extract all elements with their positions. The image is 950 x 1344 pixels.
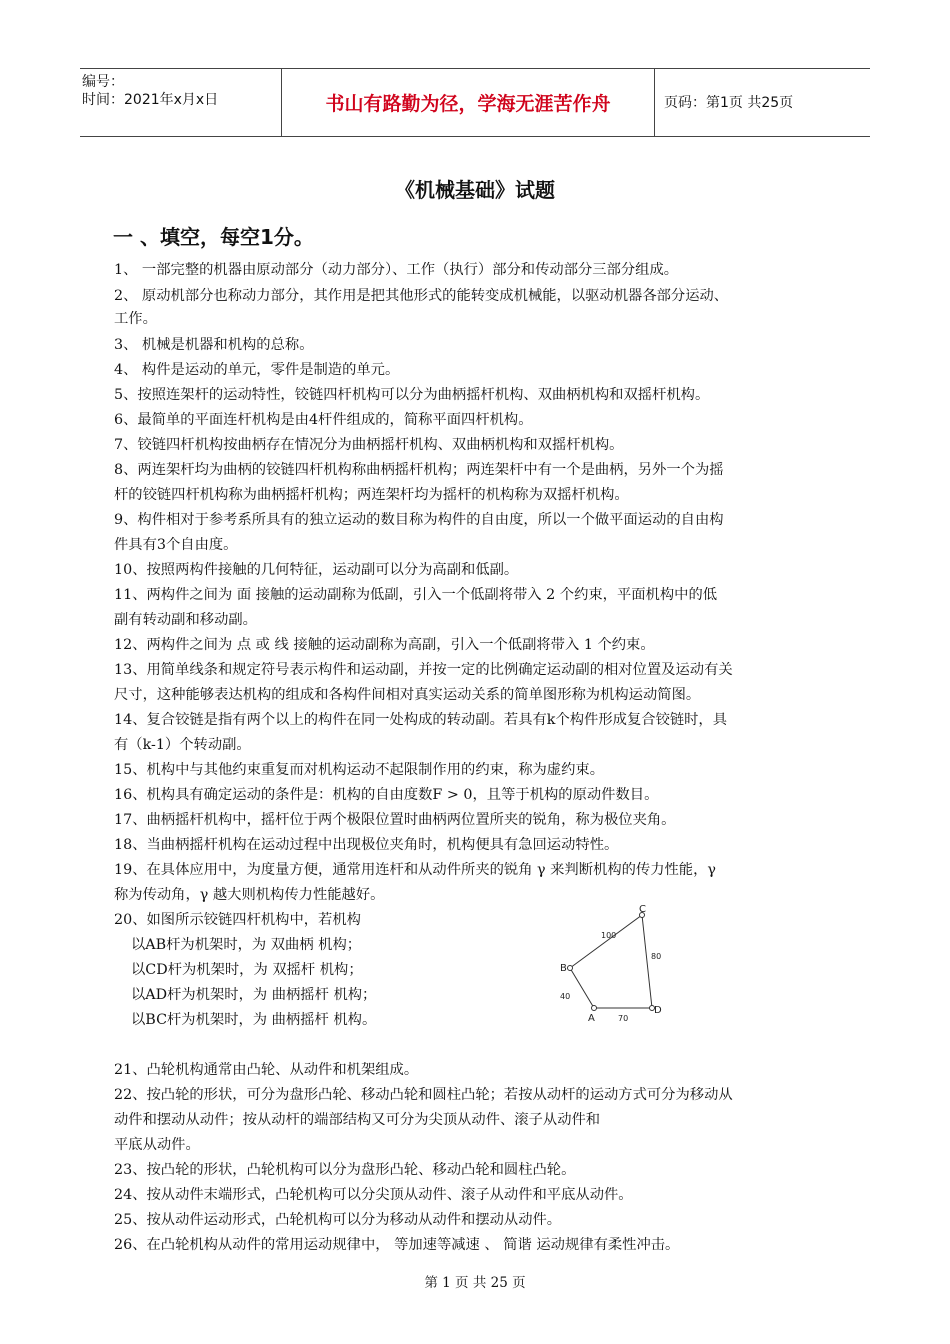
label-a: A bbox=[588, 1013, 595, 1024]
question-22-line1: 22、按凸轮的形状，可分为盘形凸轮、移动凸轮和圆柱凸轮；若按从动杆的运动方式可分为移动从 bbox=[114, 1087, 733, 1103]
link-cd bbox=[642, 915, 652, 1008]
question-20-option-ad: 以AD杆为机架时，为 曲柄摇杆 机构； bbox=[131, 987, 377, 1003]
question-9-line2: 件具有3个自由度。 bbox=[114, 537, 238, 553]
question-2-line2: 工作。 bbox=[114, 311, 157, 327]
question-22-line2: 动件和摆动从动件；按从动杆的端部结构又可分为尖顶从动件、滚子从动件和 bbox=[114, 1112, 601, 1128]
length-cd: 80 bbox=[651, 952, 662, 961]
question-12: 12、两构件之间为 点 或 线 接触的运动副称为高副，引入一个低副将带入 1 个约束。 bbox=[114, 637, 655, 653]
question-19-line1: 19、在具体应用中，为度量方便，通常用连杆和从动件所夹的锐角 γ 来判断机构的传力性能，γ bbox=[114, 862, 716, 878]
page-footer: 第 1 页 共 25 页 bbox=[424, 1275, 526, 1291]
question-7: 7、铰链四杆机构按曲柄存在情况分为曲柄摇杆机构、双曲柄机构和双摇杆机构。 bbox=[114, 437, 624, 453]
section-heading: 一 、填空，每空1分。 bbox=[113, 225, 314, 249]
question-20: 20、如图所示铰链四杆机构中，若机构 bbox=[114, 912, 361, 928]
question-20-option-ab: 以AB杆为机架时，为 双曲柄 机构； bbox=[131, 937, 362, 953]
question-24: 24、按从动件末端形式，凸轮机构可以分尖顶从动件、滚子从动件和平底从动件。 bbox=[114, 1187, 633, 1203]
question-13-line1: 13、用简单线条和规定符号表示构件和运动副，并按一定的比例确定运动副的相对位置及运动有关 bbox=[114, 662, 733, 678]
header-page-info: 页码：第1页 共25页 bbox=[664, 95, 794, 111]
question-8-line1: 8、两连架杆均为曲柄的铰链四杆机构称曲柄摇杆机构；两连架杆中有一个是曲柄，另外一个为摇 bbox=[114, 462, 724, 478]
question-17: 17、曲柄摇杆机构中，摇杆位于两个极限位置时曲柄两位置所夹的锐角，称为极位夹角。 bbox=[114, 812, 676, 828]
label-c: C bbox=[639, 905, 646, 915]
question-13-line2: 尺寸，这种能够表达机构的组成和各构件间相对真实运动关系的简单图形称为机构运动简图。 bbox=[114, 687, 701, 703]
joint-b bbox=[568, 966, 573, 971]
question-16: 16、机构具有确定运动的条件是：机构的自由度数F > 0，且等于机构的原动件数目。 bbox=[114, 787, 659, 803]
question-22-line3: 平底从动件。 bbox=[114, 1137, 200, 1153]
question-23: 23、按凸轮的形状，凸轮机构可以分为盘形凸轮、移动凸轮和圆柱凸轮。 bbox=[114, 1162, 576, 1178]
question-15: 15、机构中与其他约束重复而对机构运动不起限制作用的约束，称为虚约束。 bbox=[114, 762, 604, 778]
question-1: 1、 一部完整的机器由原动部分（动力部分）、工作（执行）部分和传动部分三部分组成。 bbox=[114, 262, 679, 278]
question-11-line1: 11、两构件之间为 面 接触的运动副称为低副，引入一个低副将带入 2 个约束，平面机构中的低 bbox=[114, 587, 718, 603]
question-14-line2: 有（k-1）个转动副。 bbox=[114, 737, 251, 753]
question-21: 21、凸轮机构通常由凸轮、从动件和机架组成。 bbox=[114, 1062, 419, 1078]
question-11-line2: 副有转动副和移动副。 bbox=[114, 612, 257, 628]
question-20-option-cd: 以CD杆为机架时，为 双摇杆 机构； bbox=[131, 962, 363, 978]
question-9-line1: 9、构件相对于参考系所具有的独立运动的数目称为构件的自由度，所以一个做平面运动的自由构 bbox=[114, 512, 724, 528]
question-3: 3、 机械是机器和机构的总称。 bbox=[114, 337, 314, 353]
question-2-line1: 2、 原动机部分也称动力部分，其作用是把其他形式的能转变成机械能，以驱动机器各部分运动、 bbox=[114, 288, 729, 304]
link-bc bbox=[570, 915, 642, 968]
question-5: 5、按照连架杆的运动特性，铰链四杆机构可以分为曲柄摇杆机构、双曲柄机构和双摇杆机构。 bbox=[114, 387, 710, 403]
length-bc: 100 bbox=[601, 931, 617, 940]
page-header bbox=[80, 68, 870, 137]
link-ab bbox=[570, 968, 594, 1008]
doc-time-label: 时间：2021年x月x日 bbox=[82, 92, 219, 108]
question-25: 25、按从动件运动形式，凸轮机构可以分为移动从动件和摆动从动件。 bbox=[114, 1212, 562, 1228]
question-18: 18、当曲柄摇杆机构在运动过程中出现极位夹角时，机构便具有急回运动特性。 bbox=[114, 837, 619, 853]
question-20-option-bc: 以BC杆为机架时，为 曲柄摇杆 机构。 bbox=[131, 1012, 377, 1028]
question-4: 4、 构件是运动的单元，零件是制造的单元。 bbox=[114, 362, 400, 378]
length-ad: 70 bbox=[618, 1014, 629, 1023]
label-d: D bbox=[654, 1005, 662, 1016]
joint-a bbox=[592, 1006, 597, 1011]
question-26: 26、在凸轮机构从动件的常用运动规律中， 等加速等减速 、 简谐 运动规律有柔性冲击。 bbox=[114, 1237, 680, 1253]
question-10: 10、按照两构件接触的几何特征，运动副可以分为高副和低副。 bbox=[114, 562, 519, 578]
header-meta bbox=[80, 69, 280, 136]
question-8-line2: 杆的铰链四杆机构称为曲柄摇杆机构；两连架杆均为摇杆的机构称为双摇杆机构。 bbox=[114, 487, 629, 503]
length-ab: 40 bbox=[560, 992, 571, 1001]
label-b: B bbox=[560, 963, 567, 974]
document-title: 《机械基础》试题 bbox=[395, 178, 555, 202]
question-19-line2: 称为传动角，γ 越大则机构传力性能越好。 bbox=[114, 887, 385, 903]
question-14-line1: 14、复合铰链是指有两个以上的构件在同一处构成的转动副。若具有k个构件形成复合铰链时，具 bbox=[114, 712, 728, 728]
four-bar-linkage-figure bbox=[555, 905, 675, 1025]
question-6: 6、最简单的平面连杆机构是由4杆件组成的，简称平面四杆机构。 bbox=[114, 412, 533, 428]
doc-number-label: 编号： bbox=[82, 74, 124, 90]
header-motto: 书山有路勤为径，学海无涯苦作舟 bbox=[281, 69, 655, 136]
